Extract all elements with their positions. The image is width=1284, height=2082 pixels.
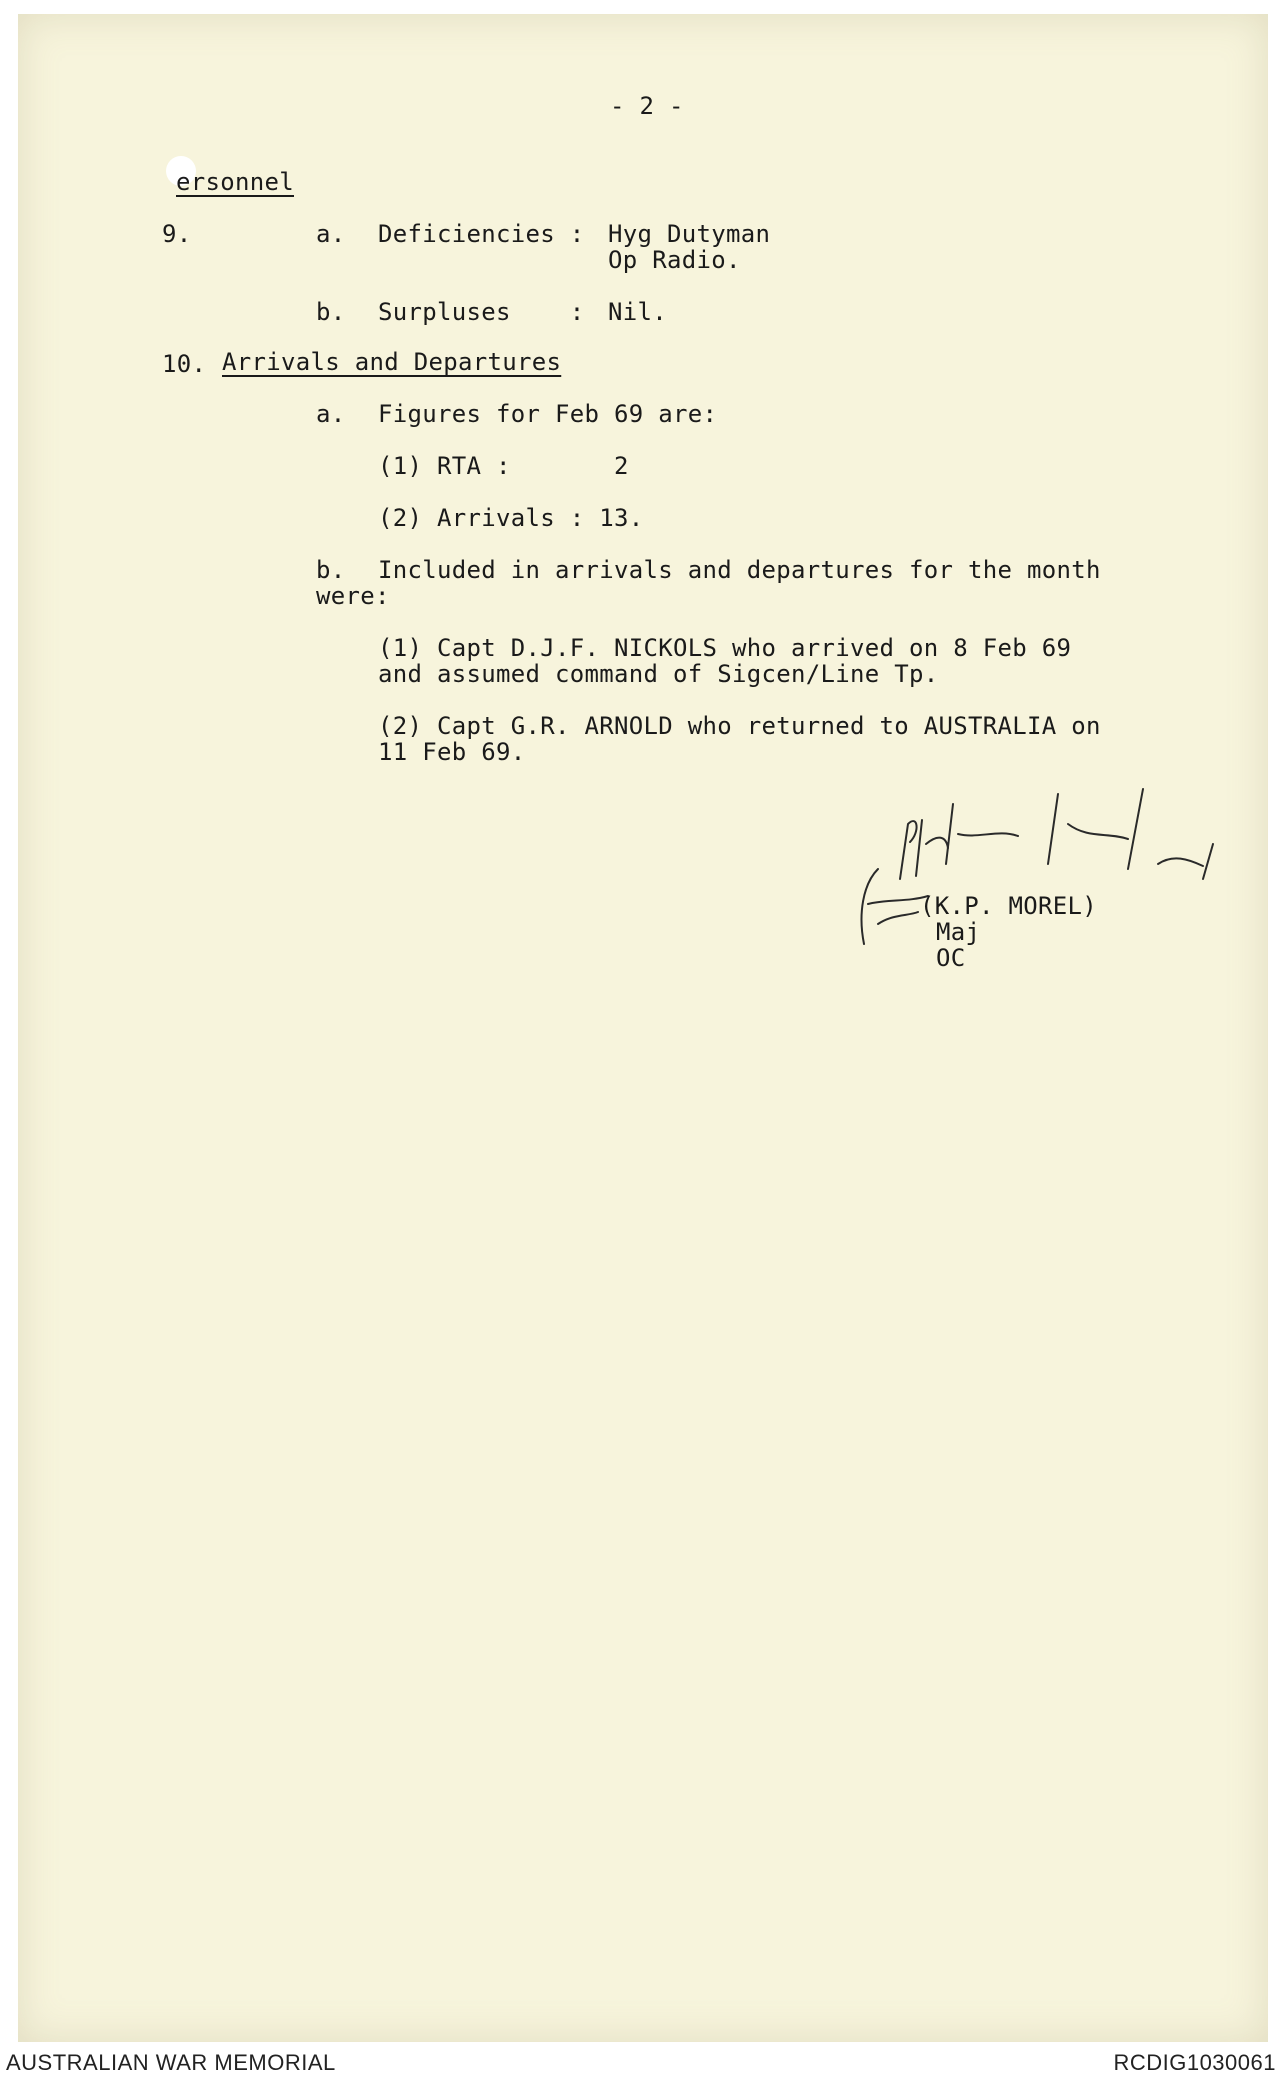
item-10b-text-1: Included in arrivals and departures for the month <box>378 556 1101 584</box>
handwritten-signature <box>858 784 1258 984</box>
document-page <box>18 14 1268 2042</box>
footer-archive-name: AUSTRALIAN WAR MEMORIAL <box>6 2050 336 2075</box>
item-10b-p1-line1: (1) Capt D.J.F. NICKOLS who arrived on 8 Feb 69 <box>378 634 1072 662</box>
signatory-rank: Maj <box>936 918 981 946</box>
item-9b-marker: b. <box>316 298 346 326</box>
item-10a-rta: (1) RTA : 2 <box>378 452 629 480</box>
item-10b-text-2: were: <box>316 582 390 610</box>
item-9a-marker: a. <box>316 220 346 248</box>
signatory-role: OC <box>936 944 966 972</box>
item-10-number: 10. <box>162 350 207 378</box>
section-heading: ersonnel <box>176 168 294 196</box>
page-number: - 2 - <box>610 92 684 120</box>
item-9a-value-2: Op Radio. <box>608 246 741 274</box>
item-9a-label: Deficiencies : <box>378 220 585 248</box>
footer-record-id: RCDIG1030061 <box>1113 2050 1276 2075</box>
item-10a-arrivals: (2) Arrivals : 13. <box>378 504 644 532</box>
item-9b-label: Surpluses : <box>378 298 585 326</box>
item-10-title: Arrivals and Departures <box>222 348 562 376</box>
item-9b-value: Nil. <box>608 298 667 326</box>
signatory-name: (K.P. MOREL) <box>920 892 1097 920</box>
item-10a-text: Figures for Feb 69 are: <box>378 400 718 428</box>
item-9a-value-1: Hyg Dutyman <box>608 220 771 248</box>
item-10b-p2-line2: 11 Feb 69. <box>378 738 526 766</box>
item-9-number: 9. <box>162 220 192 248</box>
item-10b-p2-line1: (2) Capt G.R. ARNOLD who returned to AUSTRALIA on <box>378 712 1101 740</box>
item-10b-marker: b. <box>316 556 346 584</box>
item-10b-p1-line2: and assumed command of Sigcen/Line Tp. <box>378 660 939 688</box>
item-10a-marker: a. <box>316 400 346 428</box>
